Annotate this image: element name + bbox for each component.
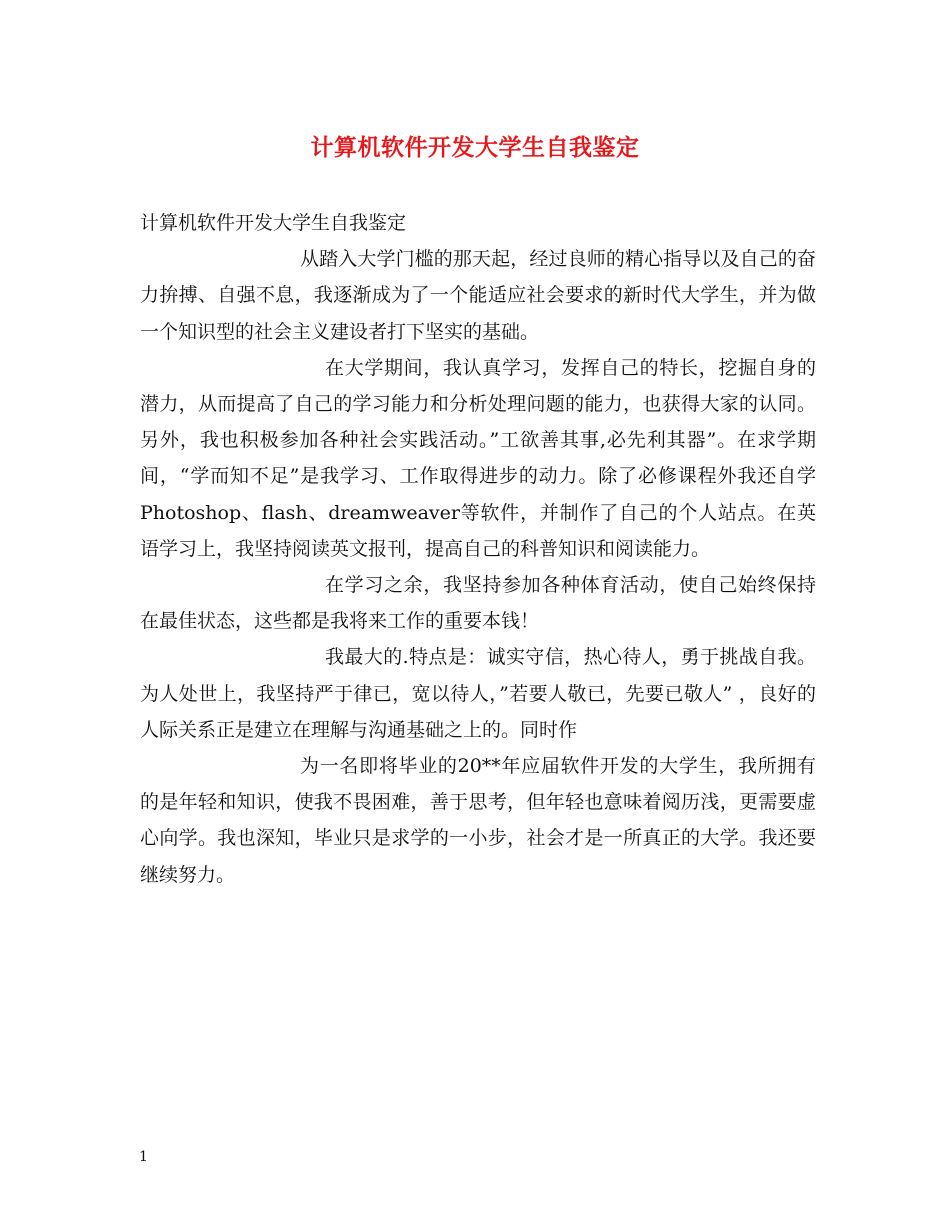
document-body — [140, 205, 816, 893]
paragraph-3: 在学习之余，我坚持参加各种体育活动，使自己始终保持在最佳状态，这些都是我将来工作的重要本钱！ — [140, 574, 816, 633]
paragraph-4: 我最大的.特点是：诚实守信，热心待人，勇于挑战自我。为人处世上，我坚持严于律已，宽以待人，”若要人敬已，先要已敬人” ，良好的人际关系正是建立在理解与沟通基础之上的。同时作 — [140, 646, 816, 741]
document-subtitle: 计算机软件开发大学生自我鉴定 — [140, 212, 407, 234]
document-title: 计算机软件开发大学生自我鉴定 — [310, 134, 640, 161]
paragraph-5: 为一名即将毕业的20**年应届软件开发的大学生，我所拥有的是年轻和知识，使我不畏困难，善于思考，但年轻也意味着阅历浅，更需要虚心向学。我也深知，毕业只是求学的一小步，社会才是一所真正的大学。我还要继续努力。 — [140, 755, 816, 886]
page-number: 1 — [139, 1149, 148, 1165]
paragraph-1: 从踏入大学门槛的那天起，经过良师的精心指导以及自己的奋力拚搏、自强不息，我逐渐成为了一个能适应社会要求的新时代大学生，并为做一个知识型的社会主义建设者打下坚实的基础。 — [140, 248, 816, 343]
paragraph-2: 在大学期间，我认真学习，发挥自己的特长，挖掘自身的潜力，从而提高了自己的学习能力和分析处理问题的能力，也获得大家的认同。另外，我也积极参加各种社会实践活动。”工欲善其事,必先利其器”。在求学期间，“学而知不足”是我学习、工作取得进步的动力。除了必修课程外我还自学Photoshop、flash、dreamweaver等软件，并制作了自己的个人站点。在英语学习上，我坚持阅读英文报刊，提高自己的科普知识和阅读能力。 — [140, 356, 816, 560]
